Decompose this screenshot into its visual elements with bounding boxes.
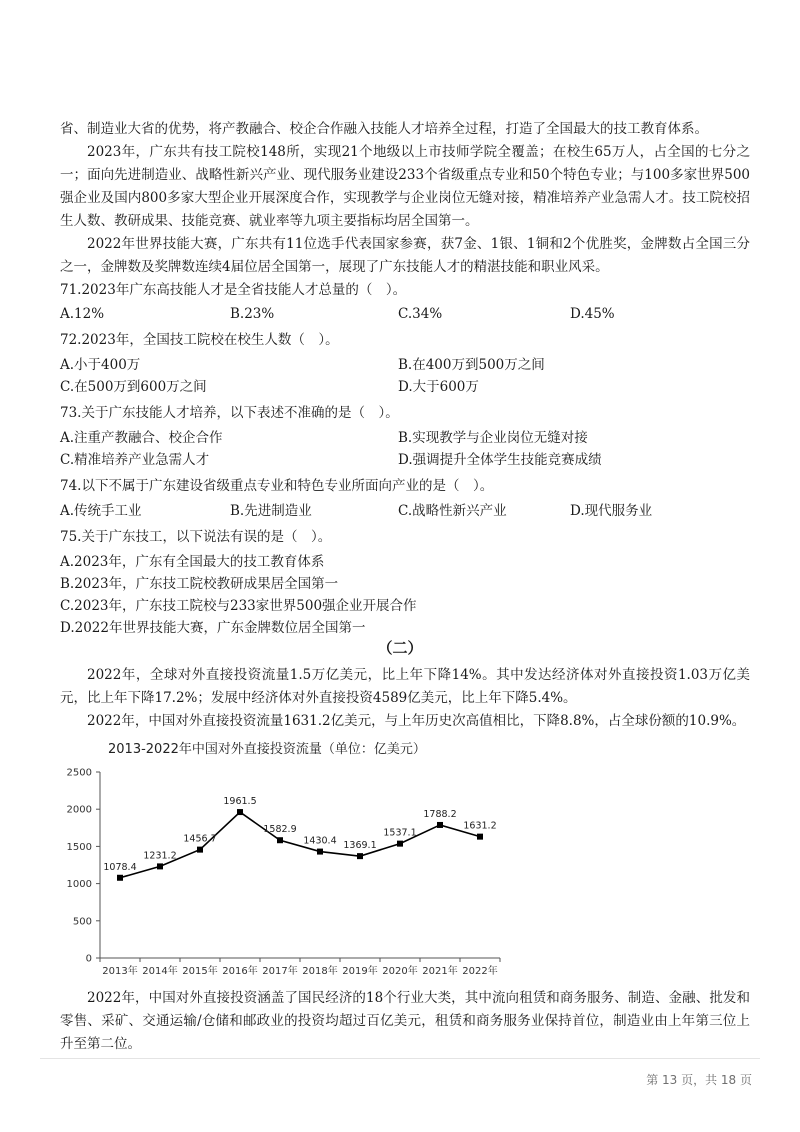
x-tick-label: 2015年: [182, 966, 218, 977]
y-tick-label: 0: [85, 953, 92, 965]
question-72-option-c[interactable]: C.在500万到600万之间: [60, 379, 207, 395]
question-75-option-b[interactable]: B.2023年，广东技工院校教研成果居全国第一: [60, 576, 339, 592]
data-point: [237, 809, 243, 815]
question-74-option-c[interactable]: C.战略性新兴产业: [398, 503, 507, 519]
question-74-option-b[interactable]: B.先进制造业: [230, 503, 312, 519]
data-label: 1537.1: [383, 827, 417, 839]
data-label: 1582.9: [263, 824, 297, 836]
y-tick-label: 1000: [66, 879, 92, 891]
question-73-stem: 73.关于广东技能人才培养，以下表述不准确的是（ ）。: [60, 405, 399, 421]
question-73-option-d[interactable]: D.强调提升全体学生技能竞赛成绩: [398, 452, 602, 468]
data-point: [477, 834, 483, 840]
passage-paragraph-1: 省、制造业大省的优势，将产教融合、校企合作融入技能人才培养全过程，打造了全国最大的技工教育体系。: [60, 121, 708, 137]
question-71-stem: 71.2023年广东高技能人才是全省技能人才总量的（ ）。: [60, 282, 407, 298]
footer-divider: [40, 1058, 760, 1059]
x-tick-label: 2018年: [302, 966, 338, 977]
data-label: 1369.1: [343, 840, 377, 852]
x-tick-label: 2017年: [262, 966, 298, 977]
question-75-option-a[interactable]: A.2023年，广东有全国最大的技工教育体系: [60, 554, 325, 570]
x-tick-label: 2019年: [342, 966, 378, 977]
x-tick-label: 2020年: [382, 966, 418, 977]
y-tick-label: 500: [72, 916, 92, 928]
section-title: （二）: [377, 639, 423, 657]
data-label: 1788.2: [423, 808, 457, 820]
question-71-option-c[interactable]: C.34%: [398, 306, 443, 322]
data-label: 1231.2: [143, 850, 177, 862]
data-point: [277, 837, 283, 843]
x-tick-label: 2022年: [462, 966, 498, 977]
question-72-option-a[interactable]: A.小于400万: [60, 357, 141, 373]
question-74-stem: 74.以下不属于广东建设省级重点专业和特色专业所面向产业的是（ ）。: [60, 478, 494, 494]
x-tick-label: 2021年: [422, 966, 458, 977]
section2-paragraph-2: 2022年，中国对外直接投资流量1631.2亿美元，与上年历史次高值相比，下降8.8%，占全球份额的10.9%。: [87, 713, 746, 729]
question-73-option-c[interactable]: C.精准培养产业急需人才: [60, 452, 210, 468]
data-point: [197, 847, 203, 853]
y-tick-label: 2000: [66, 804, 92, 816]
question-72-option-b[interactable]: B.在400万到500万之间: [398, 357, 545, 373]
question-73-option-b[interactable]: B.实现教学与企业岗位无缝对接: [398, 430, 588, 446]
question-72-stem: 72.2023年，全国技工院校在校生人数（ ）。: [60, 332, 339, 348]
data-point: [117, 875, 123, 881]
question-75-option-c[interactable]: C.2023年，广东技工院校与233家世界500强企业开展合作: [60, 598, 417, 614]
question-72-option-d[interactable]: D.大于600万: [398, 379, 479, 395]
question-71-option-d[interactable]: D.45%: [570, 306, 615, 322]
section2-paragraph-1: 2022年，全球对外直接投资流量1.5万亿美元，比上年下降14%。其中发达经济体对外直接投资1.03万亿美元，比上年下降17.2%；发展中经济体对外直接投资4589亿美元，比上年下降5.4%。: [60, 667, 750, 706]
y-tick-label: 2500: [66, 767, 92, 779]
question-71-option-b[interactable]: B.23%: [230, 306, 275, 322]
question-75-option-d[interactable]: D.2022年世界技能大赛，广东金牌数位居全国第一: [60, 620, 366, 636]
data-point: [317, 849, 323, 855]
x-tick-label: 2013年: [102, 966, 138, 977]
data-point: [437, 822, 443, 828]
data-label: 1456.7: [183, 833, 217, 845]
data-label: 1961.5: [223, 796, 257, 808]
series-line: [120, 812, 480, 878]
data-point: [357, 853, 363, 859]
question-71-option-a[interactable]: A.12%: [60, 306, 105, 322]
x-tick-label: 2014年: [142, 966, 178, 977]
data-label: 1631.2: [463, 820, 497, 832]
data-point: [397, 841, 403, 847]
passage-paragraph-3: 2022年世界技能大赛，广东共有11位选手代表国家参赛，获7金、1银、1铜和2个优胜奖，金牌数占全国三分之一，金牌数及奖牌数连续4届位居全国第一，展现了广东技能人才的精湛技能和职业风采。: [60, 236, 750, 275]
question-74-option-d[interactable]: D.现代服务业: [570, 503, 653, 519]
passage-paragraph-2: 2023年，广东共有技工院校148所，实现21个地级以上市技师学院全覆盖；在校生65万人，占全国的七分之一；面向先进制造业、战略性新兴产业、现代服务业建设233个省级重点专业和50个特色专业；与100多家世界500强企业及国内800多家大型企业开展深度合作，实现教学与企业岗位无缝对接，精准培养产业急需人才。技工院校招生人数、教研成果、技能竞赛、就业率等九项主要指标均居全国第一。: [60, 144, 750, 229]
data-label: 1430.4: [303, 835, 337, 847]
question-75-stem: 75.关于广东技工，以下说法有误的是（ ）。: [60, 529, 332, 545]
question-74-option-a[interactable]: A.传统手工业: [60, 503, 142, 519]
x-tick-label: 2016年: [222, 966, 258, 977]
data-point: [157, 863, 163, 869]
chart-title: 2013-2022年中国对外直接投资流量（单位：亿美元）: [108, 742, 426, 757]
section2-paragraph-3: 2022年，中国对外直接投资涵盖了国民经济的18个行业大类，其中流向租赁和商务服务、制造、金融、批发和零售、采矿、交通运输/仓储和邮政业的投资均超过百亿美元，租赁和商务服务业保持首位，制造业由上年第三位上升至第二位。: [60, 990, 750, 1052]
question-73-option-a[interactable]: A.注重产教融合、校企合作: [60, 430, 223, 446]
page-number: 第 13 页，共 18 页: [646, 1073, 752, 1087]
fdi-line-chart: [60, 760, 510, 985]
y-tick-label: 1500: [66, 841, 92, 853]
data-label: 1078.4: [103, 861, 137, 873]
